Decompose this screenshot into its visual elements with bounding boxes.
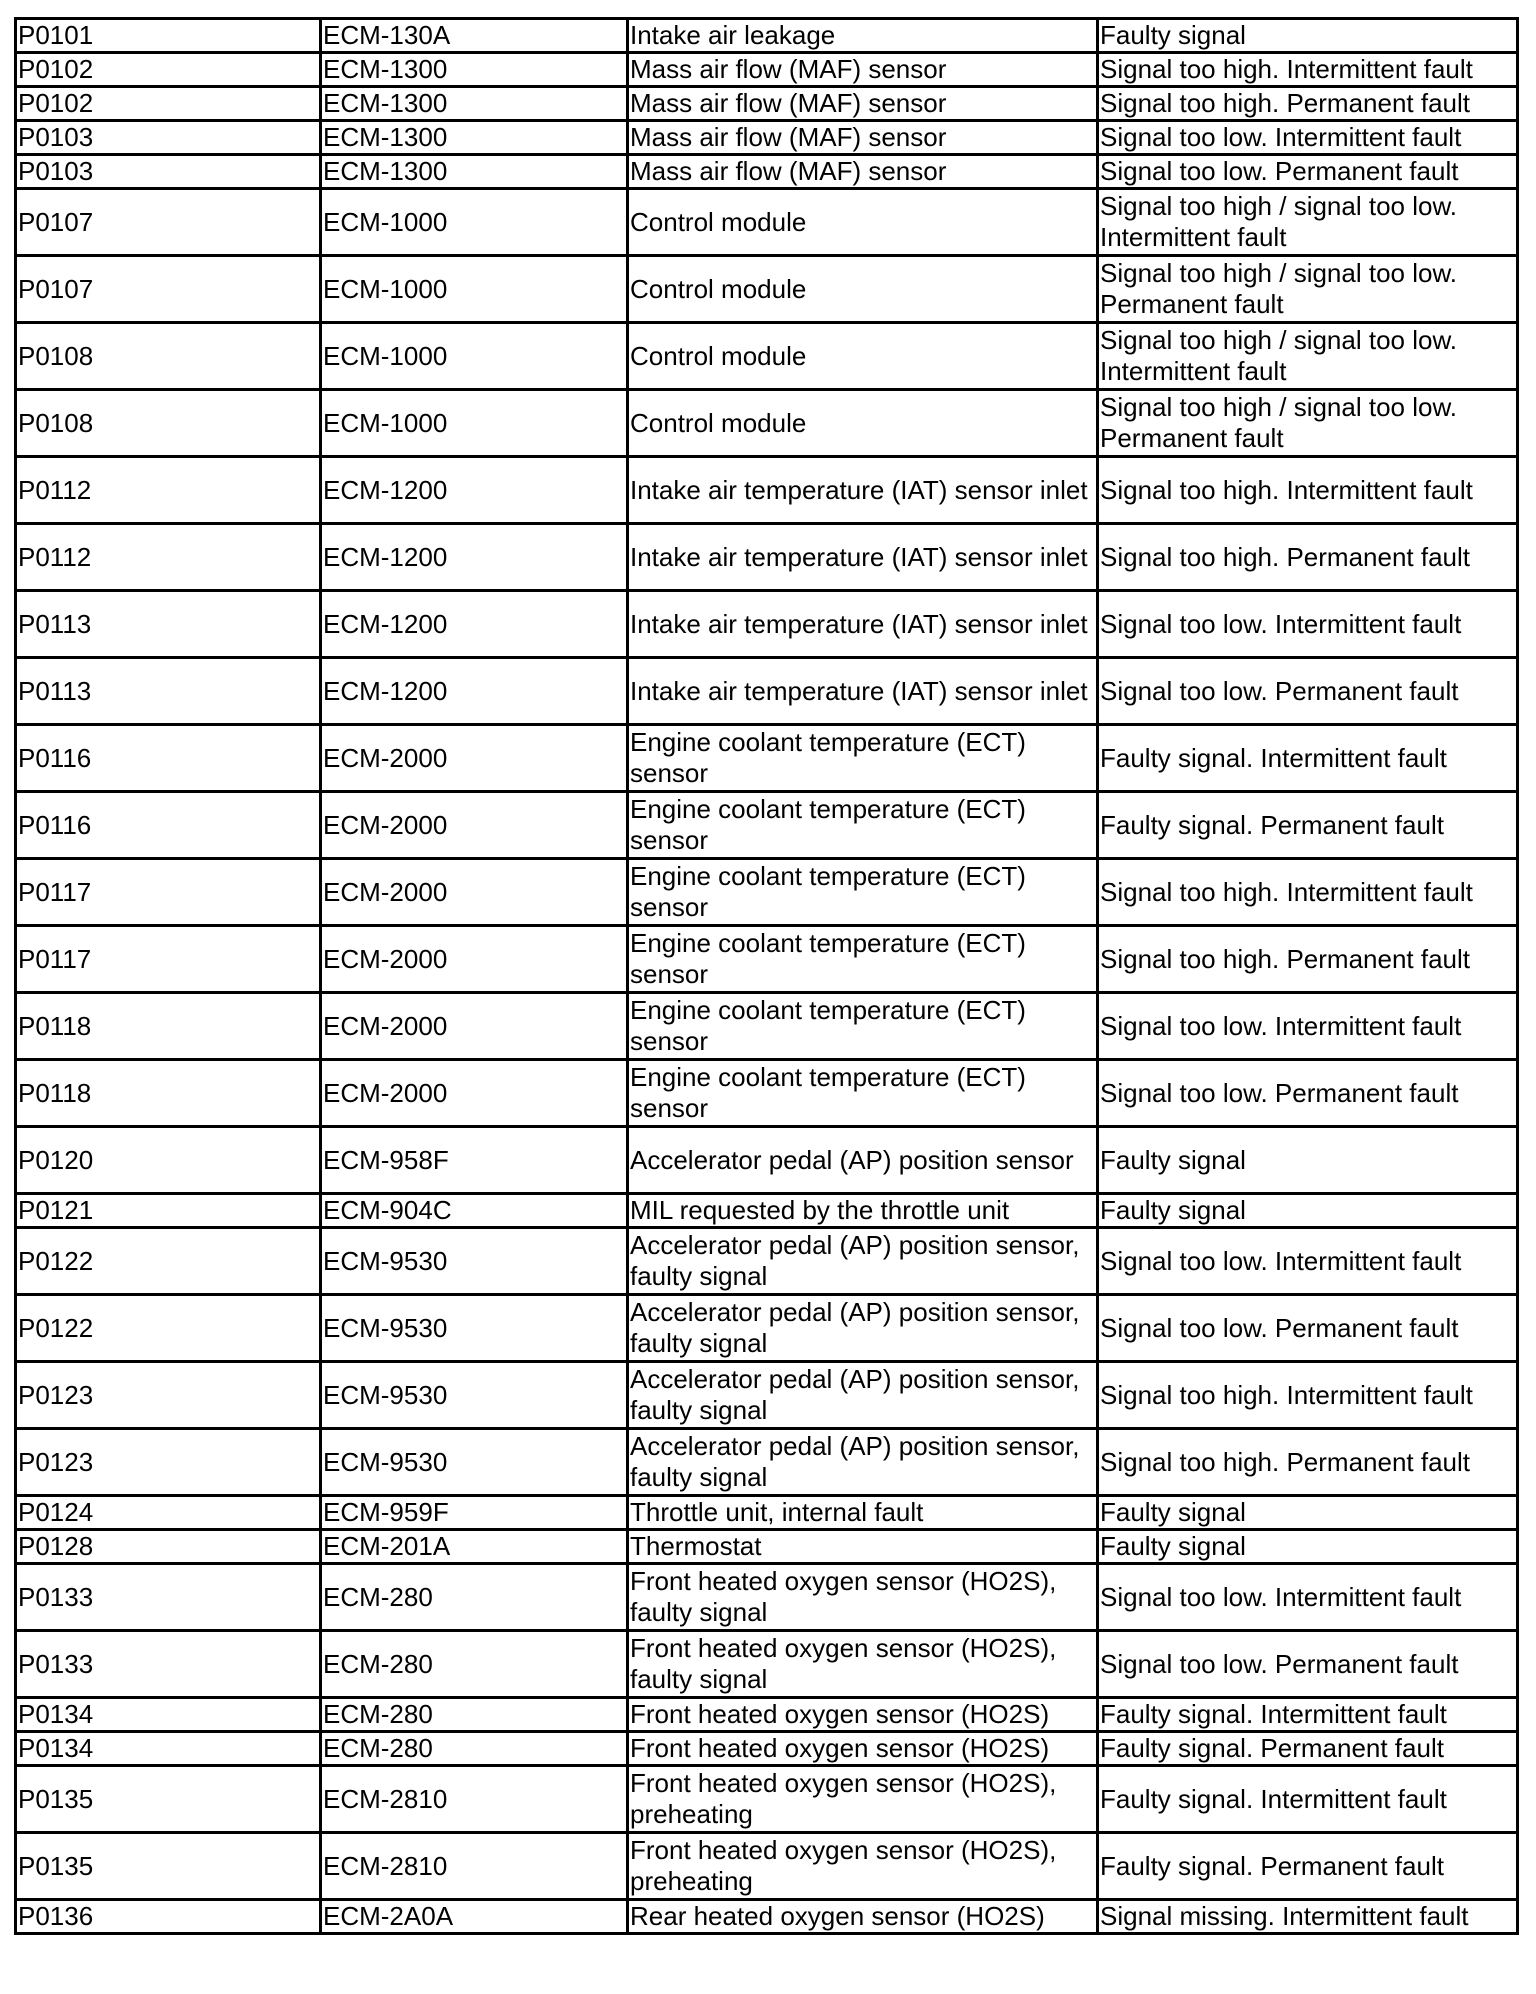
table-row [16,725,1518,792]
dtc-code-cell: P0134 [16,1698,321,1732]
dtc-code-cell: P0135 [16,1766,321,1833]
ecm-code-cell: ECM-1000 [321,189,628,256]
fault-description-cell: Signal too low. Permanent fault [1098,1631,1518,1698]
ecm-code-cell: ECM-9530 [321,1362,628,1429]
ecm-code-cell: ECM-1300 [321,53,628,87]
ecm-code-cell: ECM-1200 [321,591,628,658]
ecm-code-cell: ECM-1300 [321,155,628,189]
component-cell: Accelerator pedal (AP) position sensor, faulty signal [628,1429,1098,1496]
component-cell: Control module [628,323,1098,390]
ecm-code-cell: ECM-130A [321,19,628,53]
table-row [16,1732,1518,1766]
table-row [16,1766,1518,1833]
component-cell: Intake air temperature (IAT) sensor inlet [628,524,1098,591]
fault-description-cell: Signal too low. Permanent fault [1098,1295,1518,1362]
component-cell: Engine coolant temperature (ECT) sensor [628,926,1098,993]
table-row [16,1127,1518,1194]
dtc-code-cell: P0136 [16,1900,321,1934]
component-cell: Thermostat [628,1530,1098,1564]
fault-description-cell: Signal too low. Intermittent fault [1098,993,1518,1060]
component-cell: Control module [628,189,1098,256]
dtc-code-cell: P0121 [16,1194,321,1228]
ecm-code-cell: ECM-2000 [321,859,628,926]
ecm-code-cell: ECM-280 [321,1564,628,1631]
table-row [16,926,1518,993]
dtc-code-cell: P0103 [16,121,321,155]
fault-description-cell: Faulty signal [1098,1530,1518,1564]
dtc-code-cell: P0113 [16,591,321,658]
fault-description-cell: Faulty signal [1098,19,1518,53]
dtc-code-cell: P0124 [16,1496,321,1530]
fault-description-cell: Signal missing. Intermittent fault [1098,1900,1518,1934]
table-row [16,591,1518,658]
dtc-code-cell: P0102 [16,87,321,121]
dtc-code-cell: P0134 [16,1732,321,1766]
table-row [16,859,1518,926]
component-cell: Intake air temperature (IAT) sensor inlet [628,658,1098,725]
fault-description-cell: Signal too low. Intermittent fault [1098,1564,1518,1631]
ecm-code-cell: ECM-280 [321,1631,628,1698]
table-row [16,993,1518,1060]
ecm-code-cell: ECM-9530 [321,1429,628,1496]
fault-description-cell: Signal too high / signal too low. Intermittent fault [1098,323,1518,390]
dtc-code-cell: P0135 [16,1833,321,1900]
fault-description-cell: Signal too low. Intermittent fault [1098,1228,1518,1295]
ecm-code-cell: ECM-2000 [321,926,628,993]
table-row [16,792,1518,859]
component-cell: Engine coolant temperature (ECT) sensor [628,792,1098,859]
ecm-code-cell: ECM-2000 [321,1060,628,1127]
ecm-code-cell: ECM-280 [321,1732,628,1766]
table-row [16,189,1518,256]
fault-description-cell: Signal too high. Intermittent fault [1098,1362,1518,1429]
component-cell: Accelerator pedal (AP) position sensor [628,1127,1098,1194]
component-cell: Intake air temperature (IAT) sensor inlet [628,457,1098,524]
component-cell: Engine coolant temperature (ECT) sensor [628,859,1098,926]
component-cell: Engine coolant temperature (ECT) sensor [628,993,1098,1060]
component-cell: Accelerator pedal (AP) position sensor, faulty signal [628,1228,1098,1295]
dtc-code-cell: P0107 [16,256,321,323]
component-cell: Front heated oxygen sensor (HO2S) [628,1732,1098,1766]
ecm-code-cell: ECM-959F [321,1496,628,1530]
ecm-code-cell: ECM-958F [321,1127,628,1194]
component-cell: Intake air leakage [628,19,1098,53]
component-cell: Front heated oxygen sensor (HO2S), preheating [628,1766,1098,1833]
table-row [16,390,1518,457]
component-cell: Rear heated oxygen sensor (HO2S) [628,1900,1098,1934]
fault-description-cell: Signal too high. Permanent fault [1098,87,1518,121]
dtc-code-cell: P0116 [16,792,321,859]
fault-description-cell: Signal too low. Permanent fault [1098,155,1518,189]
ecm-code-cell: ECM-1300 [321,121,628,155]
component-cell: Front heated oxygen sensor (HO2S), preheating [628,1833,1098,1900]
ecm-code-cell: ECM-201A [321,1530,628,1564]
table-row [16,1900,1518,1934]
component-cell: Accelerator pedal (AP) position sensor, faulty signal [628,1362,1098,1429]
dtc-code-cell: P0113 [16,658,321,725]
fault-description-cell: Signal too high. Permanent fault [1098,926,1518,993]
component-cell: Control module [628,390,1098,457]
dtc-code-cell: P0107 [16,189,321,256]
dtc-code-cell: P0112 [16,457,321,524]
dtc-code-cell: P0122 [16,1228,321,1295]
table-row [16,87,1518,121]
dtc-code-cell: P0117 [16,859,321,926]
dtc-code-cell: P0133 [16,1631,321,1698]
component-cell: Mass air flow (MAF) sensor [628,87,1098,121]
ecm-code-cell: ECM-1000 [321,323,628,390]
dtc-code-cell: P0103 [16,155,321,189]
ecm-code-cell: ECM-2810 [321,1833,628,1900]
dtc-code-cell: P0120 [16,1127,321,1194]
fault-description-cell: Faulty signal [1098,1127,1518,1194]
ecm-code-cell: ECM-2000 [321,725,628,792]
ecm-code-cell: ECM-2810 [321,1766,628,1833]
table-row [16,1564,1518,1631]
table-row [16,457,1518,524]
fault-description-cell: Signal too high / signal too low. Permanent fault [1098,390,1518,457]
ecm-code-cell: ECM-904C [321,1194,628,1228]
fault-description-cell: Faulty signal [1098,1194,1518,1228]
table-row [16,1228,1518,1295]
ecm-code-cell: ECM-1000 [321,256,628,323]
dtc-code-cell: P0118 [16,1060,321,1127]
component-cell: Front heated oxygen sensor (HO2S), faulty signal [628,1564,1098,1631]
fault-description-cell: Faulty signal. Intermittent fault [1098,725,1518,792]
ecm-code-cell: ECM-1300 [321,87,628,121]
dtc-code-cell: P0112 [16,524,321,591]
fault-description-cell: Faulty signal. Permanent fault [1098,792,1518,859]
table-row [16,19,1518,53]
ecm-code-cell: ECM-2A0A [321,1900,628,1934]
ecm-code-cell: ECM-1200 [321,457,628,524]
dtc-code-cell: P0133 [16,1564,321,1631]
dtc-code-cell: P0123 [16,1362,321,1429]
fault-description-cell: Signal too high. Intermittent fault [1098,53,1518,87]
component-cell: Front heated oxygen sensor (HO2S), faulty signal [628,1631,1098,1698]
dtc-table [14,17,1519,1935]
ecm-code-cell: ECM-1000 [321,390,628,457]
table-row [16,1530,1518,1564]
table-row [16,1698,1518,1732]
component-cell: Intake air temperature (IAT) sensor inlet [628,591,1098,658]
dtc-code-cell: P0128 [16,1530,321,1564]
dtc-code-cell: P0108 [16,323,321,390]
table-row [16,256,1518,323]
dtc-code-cell: P0108 [16,390,321,457]
dtc-code-cell: P0122 [16,1295,321,1362]
ecm-code-cell: ECM-9530 [321,1295,628,1362]
dtc-code-cell: P0116 [16,725,321,792]
dtc-code-cell: P0101 [16,19,321,53]
fault-description-cell: Signal too high. Permanent fault [1098,1429,1518,1496]
dtc-code-cell: P0123 [16,1429,321,1496]
fault-description-cell: Signal too low. Permanent fault [1098,1060,1518,1127]
table-row [16,1295,1518,1362]
table-row [16,155,1518,189]
ecm-code-cell: ECM-1200 [321,524,628,591]
fault-description-cell: Faulty signal. Permanent fault [1098,1833,1518,1900]
table-row [16,121,1518,155]
fault-description-cell: Faulty signal. Intermittent fault [1098,1698,1518,1732]
table-row [16,1194,1518,1228]
dtc-code-cell: P0102 [16,53,321,87]
table-row [16,1631,1518,1698]
table-row [16,658,1518,725]
component-cell: Mass air flow (MAF) sensor [628,155,1098,189]
table-row [16,323,1518,390]
component-cell: Mass air flow (MAF) sensor [628,53,1098,87]
ecm-code-cell: ECM-9530 [321,1228,628,1295]
fault-description-cell: Faulty signal. Intermittent fault [1098,1766,1518,1833]
fault-description-cell: Faulty signal [1098,1496,1518,1530]
table-row [16,53,1518,87]
fault-description-cell: Signal too high. Intermittent fault [1098,457,1518,524]
fault-description-cell: Signal too low. Intermittent fault [1098,121,1518,155]
fault-description-cell: Signal too high. Permanent fault [1098,524,1518,591]
ecm-code-cell: ECM-280 [321,1698,628,1732]
dtc-code-cell: P0118 [16,993,321,1060]
fault-description-cell: Signal too low. Permanent fault [1098,658,1518,725]
table-row [16,1362,1518,1429]
component-cell: Accelerator pedal (AP) position sensor, faulty signal [628,1295,1098,1362]
dtc-table-body [16,19,1518,1934]
component-cell: Throttle unit, internal fault [628,1496,1098,1530]
component-cell: Control module [628,256,1098,323]
component-cell: Engine coolant temperature (ECT) sensor [628,1060,1098,1127]
table-row [16,1833,1518,1900]
table-row [16,524,1518,591]
table-row [16,1060,1518,1127]
table-row [16,1496,1518,1530]
fault-description-cell: Signal too low. Intermittent fault [1098,591,1518,658]
ecm-code-cell: ECM-2000 [321,993,628,1060]
fault-description-cell: Signal too high / signal too low. Intermittent fault [1098,189,1518,256]
fault-description-cell: Signal too high / signal too low. Permanent fault [1098,256,1518,323]
fault-description-cell: Faulty signal. Permanent fault [1098,1732,1518,1766]
component-cell: Mass air flow (MAF) sensor [628,121,1098,155]
ecm-code-cell: ECM-2000 [321,792,628,859]
component-cell: Front heated oxygen sensor (HO2S) [628,1698,1098,1732]
ecm-code-cell: ECM-1200 [321,658,628,725]
fault-description-cell: Signal too high. Intermittent fault [1098,859,1518,926]
component-cell: Engine coolant temperature (ECT) sensor [628,725,1098,792]
component-cell: MIL requested by the throttle unit [628,1194,1098,1228]
dtc-code-cell: P0117 [16,926,321,993]
table-row [16,1429,1518,1496]
